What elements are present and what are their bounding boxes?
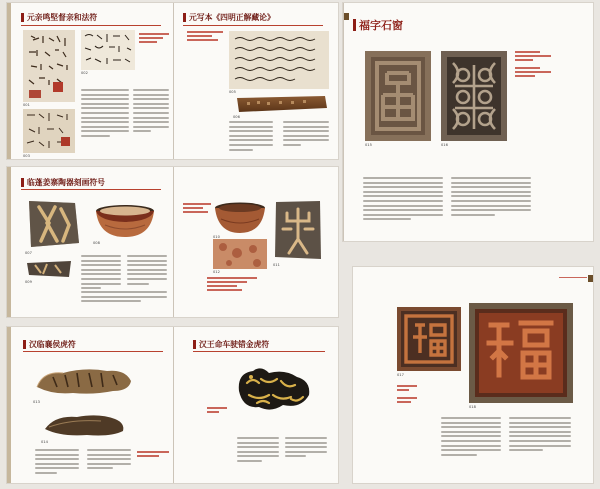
figure-number: 003 (23, 154, 30, 158)
spread-middle-left (6, 166, 339, 318)
body-text-block (81, 291, 167, 305)
body-text-block (451, 177, 531, 218)
body-text-block (509, 417, 571, 454)
heading-middle-left: 临蓬姜寨陶器刻画符号 (27, 178, 105, 187)
pottery-bowl-image (93, 203, 157, 239)
side-caption (515, 51, 551, 77)
body-text-block (35, 449, 79, 477)
side-caption (397, 397, 417, 403)
heading-marker (21, 13, 24, 22)
side-caption (183, 203, 211, 213)
heading-marker (23, 340, 26, 349)
body-text-block (363, 177, 443, 223)
side-caption (139, 33, 169, 43)
heading-marker (353, 19, 356, 31)
body-text-block (283, 121, 329, 149)
tiger-tally-image-1 (33, 361, 135, 399)
figure-number: 017 (397, 373, 404, 377)
side-caption (137, 451, 169, 457)
heading-top-left-left: 元亲鸣堅督亲和法符 (27, 13, 98, 22)
page-edge-strip (7, 327, 11, 483)
body-text-block (133, 89, 169, 135)
stone-window-image-1 (365, 51, 431, 141)
body-text-block (441, 417, 501, 458)
figure-number: 014 (41, 440, 48, 444)
page-edge-strip (7, 167, 11, 317)
figure-number: 001 (23, 103, 30, 107)
figure-number: 013 (33, 400, 40, 404)
body-text-block (81, 255, 121, 292)
spread-bottom-right (352, 266, 594, 484)
tiger-tally-image-2 (41, 409, 127, 439)
figure-number: 008 (93, 241, 100, 245)
side-caption (397, 385, 417, 391)
figure-number: 005 (229, 90, 236, 94)
manuscript-image-2 (81, 30, 135, 70)
gold-inlaid-tiger-image (231, 361, 315, 415)
heading-bottom-left-right: 汉王命车驶错金虎符 (199, 340, 270, 349)
spread-bottom-left (6, 326, 339, 484)
heading-top-left-right: 元写本《四明正解藏论》 (189, 13, 275, 22)
figure-number: 015 (365, 143, 372, 147)
manuscript-image-1 (23, 30, 75, 102)
heading-marker (21, 178, 24, 187)
figure-number: 011 (273, 263, 280, 267)
heading-bottom-left-left: 汉临襄侯虎符 (29, 340, 76, 349)
body-text-block (237, 437, 279, 465)
body-text-block (285, 437, 327, 460)
spread-top-right (342, 2, 594, 242)
heading-marker (183, 13, 186, 22)
figure-number: 006 (233, 115, 240, 119)
figure-number: 002 (81, 71, 88, 75)
page-edge-strip (7, 3, 11, 159)
body-text-block (81, 89, 129, 140)
manuscript-image-3 (23, 109, 75, 153)
figure-number: 016 (441, 143, 448, 147)
side-caption (207, 407, 227, 413)
figure-number: 012 (213, 270, 220, 274)
side-caption (187, 31, 223, 41)
pottery-fragment-image (213, 239, 267, 269)
side-caption (207, 277, 257, 291)
stone-window-image-2 (441, 51, 507, 141)
figure-number: 007 (25, 251, 32, 255)
body-text-block (229, 121, 273, 153)
figure-number: 010 (213, 235, 220, 239)
pottery-shard-image (25, 199, 81, 249)
spread-top-left (6, 2, 339, 160)
carved-fu-brick-image-1 (397, 307, 461, 371)
heading-marker (193, 340, 196, 349)
pottery-bowl-large-image (213, 201, 267, 235)
pottery-stickfigure-image (273, 199, 323, 261)
body-text-block (87, 449, 131, 472)
carved-fu-brick-image-2 (469, 303, 573, 403)
figure-number: 009 (25, 280, 32, 284)
figure-number: 018 (469, 405, 476, 409)
heading-top-right: 福字石窗 (359, 19, 403, 32)
pottery-shard-small-image (25, 259, 73, 279)
manuscript-scroll-image (229, 31, 329, 89)
body-text-block (127, 255, 167, 287)
wooden-tablet-image (233, 94, 329, 114)
